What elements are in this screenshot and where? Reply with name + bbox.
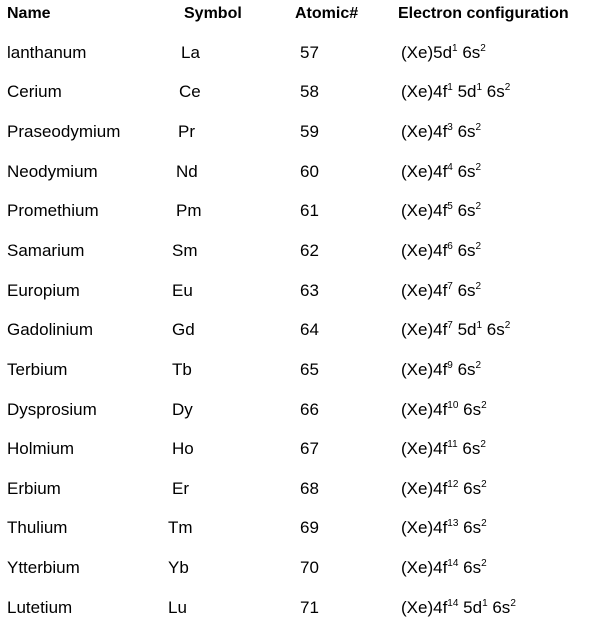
config-superscript: 14 (447, 598, 459, 609)
config-orbital-text: 6s (452, 281, 476, 300)
config-orbital-text: (Xe)4f (401, 360, 448, 379)
atomic-number: 64 (300, 320, 319, 339)
config-orbital-text: (Xe)4f (401, 201, 448, 220)
config-superscript: 3 (447, 122, 453, 133)
config-orbital-text: 5d (452, 82, 477, 101)
config-orbital-text: (Xe)4f (401, 439, 448, 458)
config-superscript: 2 (475, 162, 482, 173)
config-orbital-text: 6s (487, 598, 511, 617)
atomic-number: 70 (300, 558, 319, 577)
element-name: Gadolinium (7, 320, 93, 339)
table-row (0, 477, 590, 501)
element-name: Dysprosium (7, 400, 97, 419)
table-row (0, 279, 590, 303)
config-superscript: 2 (475, 241, 482, 252)
atomic-number: 60 (300, 162, 319, 181)
electron-configuration (401, 596, 516, 620)
table-row (0, 41, 590, 65)
config-orbital-text: 6s (458, 558, 482, 577)
config-superscript: 2 (481, 558, 487, 569)
table-row (0, 199, 590, 223)
element-name: Lutetium (7, 598, 73, 617)
config-superscript: 6 (447, 241, 453, 252)
config-superscript: 2 (510, 598, 516, 609)
element-name: Samarium (7, 241, 85, 260)
config-superscript: 7 (447, 281, 453, 292)
config-orbital-text: 6s (482, 82, 505, 101)
config-orbital-text: (Xe)4f (401, 558, 448, 577)
config-orbital-text: (Xe)4f (401, 518, 448, 537)
atomic-number: 57 (300, 43, 319, 62)
config-superscript: 14 (447, 558, 459, 569)
config-superscript: 2 (504, 82, 511, 93)
element-symbol: Pr (178, 122, 195, 141)
electron-configuration (401, 160, 481, 184)
element-name: Praseodymium (7, 122, 121, 141)
element-name: Ytterbium (7, 558, 80, 577)
element-name: lanthanum (7, 43, 87, 62)
table-row (0, 596, 590, 620)
table-row (0, 80, 590, 104)
config-orbital-text: (Xe)4f (401, 479, 448, 498)
element-symbol: Ce (179, 82, 201, 101)
header-electron-configuration: Electron configuration (398, 5, 569, 22)
atomic-number: 63 (300, 281, 319, 300)
config-superscript: 13 (447, 518, 459, 529)
config-orbital-text: (Xe)4f (401, 281, 448, 300)
table-row (0, 556, 590, 580)
element-name: Terbium (7, 360, 68, 379)
config-superscript: 10 (447, 400, 459, 411)
element-symbol: Tm (168, 518, 193, 537)
config-orbital-text: 6s (458, 518, 482, 537)
table-row (0, 398, 590, 422)
electron-configuration (401, 477, 487, 501)
config-superscript: 1 (482, 598, 488, 609)
element-symbol: Sm (172, 241, 198, 260)
config-orbital-text: 6s (457, 43, 481, 62)
element-symbol: Pm (176, 201, 202, 220)
config-orbital-text: (Xe)4f (401, 598, 448, 617)
element-name: Neodymium (7, 162, 98, 181)
electron-configuration (401, 199, 481, 223)
config-orbital-text: 6s (458, 479, 482, 498)
electron-configuration (401, 41, 486, 65)
config-orbital-text: 6s (452, 360, 476, 379)
element-symbol: Er (172, 479, 189, 498)
table-row (0, 516, 590, 540)
atomic-number: 66 (300, 400, 319, 419)
config-superscript: 4 (447, 162, 453, 173)
config-superscript: 2 (475, 360, 482, 371)
config-superscript: 2 (504, 320, 511, 331)
header-name: Name (7, 5, 51, 22)
config-superscript: 11 (447, 439, 458, 450)
config-superscript: 1 (447, 82, 453, 93)
element-name: Promethium (7, 201, 99, 220)
atomic-number: 58 (300, 82, 319, 101)
config-orbital-text: (Xe)4f (401, 241, 448, 260)
config-orbital-text: (Xe)4f (401, 122, 448, 141)
electron-configuration (401, 556, 487, 580)
electron-configuration (401, 239, 481, 263)
element-symbol: Nd (176, 162, 198, 181)
electron-configuration (401, 358, 481, 382)
table-row (0, 239, 590, 263)
table-row (0, 358, 590, 382)
element-symbol: Yb (168, 558, 189, 577)
element-symbol: Ho (172, 439, 194, 458)
element-symbol: Eu (172, 281, 193, 300)
config-orbital-text: (Xe)4f (401, 82, 448, 101)
config-orbital-text: 6s (458, 400, 482, 419)
atomic-number: 67 (300, 439, 319, 458)
config-orbital-text: (Xe)4f (401, 400, 448, 419)
config-superscript: 5 (447, 201, 453, 212)
config-orbital-text: 5d (458, 598, 483, 617)
config-orbital-text: 6s (457, 439, 481, 458)
element-name: Thulium (7, 518, 68, 537)
atomic-number: 59 (300, 122, 319, 141)
electron-configuration (401, 120, 481, 144)
element-symbol: La (181, 43, 200, 62)
electron-configuration (401, 437, 486, 461)
atomic-number: 61 (300, 201, 319, 220)
config-superscript: 2 (475, 122, 482, 133)
config-superscript: 12 (447, 479, 459, 490)
config-orbital-text: (Xe)5d (401, 43, 453, 62)
config-superscript: 1 (452, 43, 458, 54)
config-superscript: 1 (476, 320, 483, 331)
config-superscript: 2 (480, 439, 486, 450)
atomic-number: 69 (300, 518, 319, 537)
electron-configuration (401, 279, 481, 303)
config-superscript: 2 (481, 479, 487, 490)
element-symbol: Lu (168, 598, 187, 617)
config-orbital-text: (Xe)4f (401, 320, 448, 339)
config-orbital-text: 5d (452, 320, 477, 339)
element-symbol: Tb (172, 360, 192, 379)
header-atomic-number: Atomic# (295, 5, 359, 22)
electron-configuration (401, 318, 510, 342)
element-name: Erbium (7, 479, 61, 498)
config-superscript: 1 (476, 82, 483, 93)
config-orbital-text: 6s (452, 241, 476, 260)
atomic-number: 71 (300, 598, 319, 617)
table-row (0, 437, 590, 461)
config-orbital-text: 6s (452, 122, 476, 141)
config-orbital-text: 6s (452, 201, 476, 220)
config-superscript: 2 (475, 201, 482, 212)
element-name: Europium (7, 281, 80, 300)
table-row (0, 318, 590, 342)
element-name: Holmium (7, 439, 75, 458)
config-superscript: 2 (475, 281, 482, 292)
atomic-number: 68 (300, 479, 319, 498)
config-superscript: 7 (447, 320, 453, 331)
table-row (0, 120, 590, 144)
config-orbital-text: 6s (482, 320, 505, 339)
config-superscript: 2 (481, 518, 487, 529)
electron-configuration (401, 398, 487, 422)
element-name: Cerium (7, 82, 62, 101)
config-orbital-text: (Xe)4f (401, 162, 448, 181)
atomic-number: 62 (300, 241, 319, 260)
header-symbol: Symbol (184, 5, 242, 22)
table-row (0, 160, 590, 184)
config-orbital-text: 6s (452, 162, 476, 181)
electron-configuration (401, 80, 510, 104)
config-superscript: 2 (480, 43, 486, 54)
config-superscript: 9 (447, 360, 453, 371)
element-symbol: Dy (172, 400, 193, 419)
atomic-number: 65 (300, 360, 319, 379)
element-symbol: Gd (172, 320, 195, 339)
electron-configuration (401, 516, 487, 540)
config-superscript: 2 (481, 400, 487, 411)
